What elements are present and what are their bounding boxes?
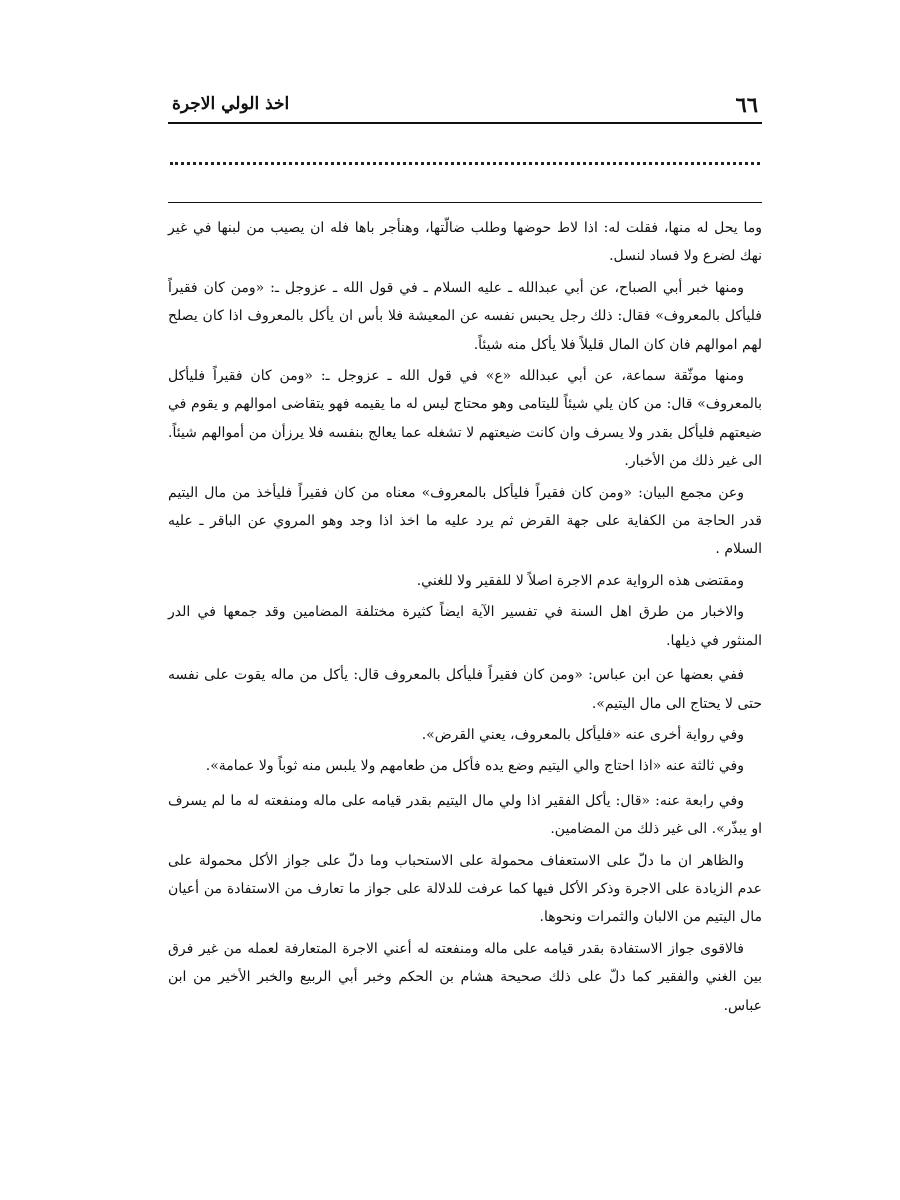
book-page bbox=[168, 88, 762, 1128]
paragraph: وعن مجمع البيان: «ومن كان فقيراً فليأكل بالمعروف» معناه من كان فقيراً فليأخذ من مال اليتيم قدر الحاجة من الكفاية على جهة القرض ثم يرد عليه ما اخذ اذا وجد وهو المروي عن الباقر ـ عليه السلام . bbox=[168, 484, 762, 558]
separator-rule bbox=[168, 202, 762, 203]
paragraph: ومنها خبر أبي الصباح، عن أبي عبدالله ـ عليه السلام ـ في قول الله ـ عزوجل ـ: «ومن كان فقيراً فليأكل بالمعروف» فقال: ذلك رجل يحبس نفسه عن المعيشة فلا بأس ان يأكل بالمعروف اذا كان يصلح لهم اموالهم فان كان المال قليلاً فلا يأكل منه شيئاً. bbox=[168, 279, 762, 353]
paragraph: وفي ثالثة عنه «اذا احتاج والي اليتيم وضع يده فأكل من طعامهم ولا يلبس منه ثوباً ولا عمامة». bbox=[205, 758, 744, 775]
paragraph: والظاهر ان ما دلّ على الاستعفاف محمولة على الاستحباب وما دلّ على جواز الأكل محمولة على عدم الزيادة على الاجرة وذكر الأكل فيها كما عرفت للدلالة على جواز ما تعارف من الاستفادة من أعيان مال اليتيم من الالبان والثمرات ونحوها. bbox=[168, 852, 762, 926]
paragraph: ومقتضى هذه الرواية عدم الاجرة اصلاً لا للفقير ولا للغني. bbox=[416, 572, 744, 589]
page-header bbox=[168, 88, 762, 122]
running-title: اخذ الولي الاجرة bbox=[172, 94, 290, 114]
paragraph: والاخبار من طرق اهل السنة في تفسير الآية ايضاً كثيرة مختلفة المضامين وقد جمعها في الدر المنثور في ذيلها. bbox=[168, 604, 762, 649]
paragraph: وفي رواية أخرى عنه «فليأكل بالمعروف، يعني القرض». bbox=[421, 726, 744, 743]
dotted-separator bbox=[170, 162, 760, 165]
page-number: ٦٦ bbox=[735, 92, 758, 117]
paragraph: فالاقوى جواز الاستفادة بقدر قيامه على ماله ومنفعته له أعني الاجرة المتعارفة لعمله من غير فرق بين الغني والفقير كما دلّ على ذلك صحيحة هشام بن الحكم وخبر أبي الربيع والخبر الأخير من ابن عباس. bbox=[168, 940, 762, 1014]
paragraph: وفي رابعة عنه: «قال: يأكل الفقير اذا ولي مال اليتيم بقدر قيامه على ماله ومنفعته له ما لم يسرف او يبذّر». الى غير ذلك من المضامين. bbox=[168, 792, 762, 838]
paragraph: ففي بعضها عن ابن عباس: «ومن كان فقيراً فليأكل بالمعروف قال: يأكل من ماله يقوت على نفسه حتى لا يحتاج الى مال اليتيم». bbox=[168, 667, 762, 712]
paragraph: ومنها موثّقة سماعة، عن أبي عبدالله «ع» في قول الله ـ عزوجل ـ: «ومن كان فقيراً فليأكل بالمعروف» قال: من كان يلي شيئاً لليتامى وهو محتاج ليس له ما يقيمه فهو يتقاضى اموالهم و يقوم في ضيعتهم فليأكل بقدر ولا يسرف وان كانت ضيعتهم لا تشغله عما يعالج بنفسه فلا يرزأن من أموالهم شيئاً. الى غير ذلك من الأخبار. bbox=[168, 368, 762, 470]
header-rule bbox=[168, 122, 762, 124]
body-text bbox=[168, 214, 762, 1023]
paragraph: وما يحل له منها، فقلت له: اذا لاط حوضها وطلب ضالّتها، وهنأجر باها فله ان يصيب من لبنها في غير نهك لضرع ولا فساد لنسل. bbox=[168, 220, 762, 265]
